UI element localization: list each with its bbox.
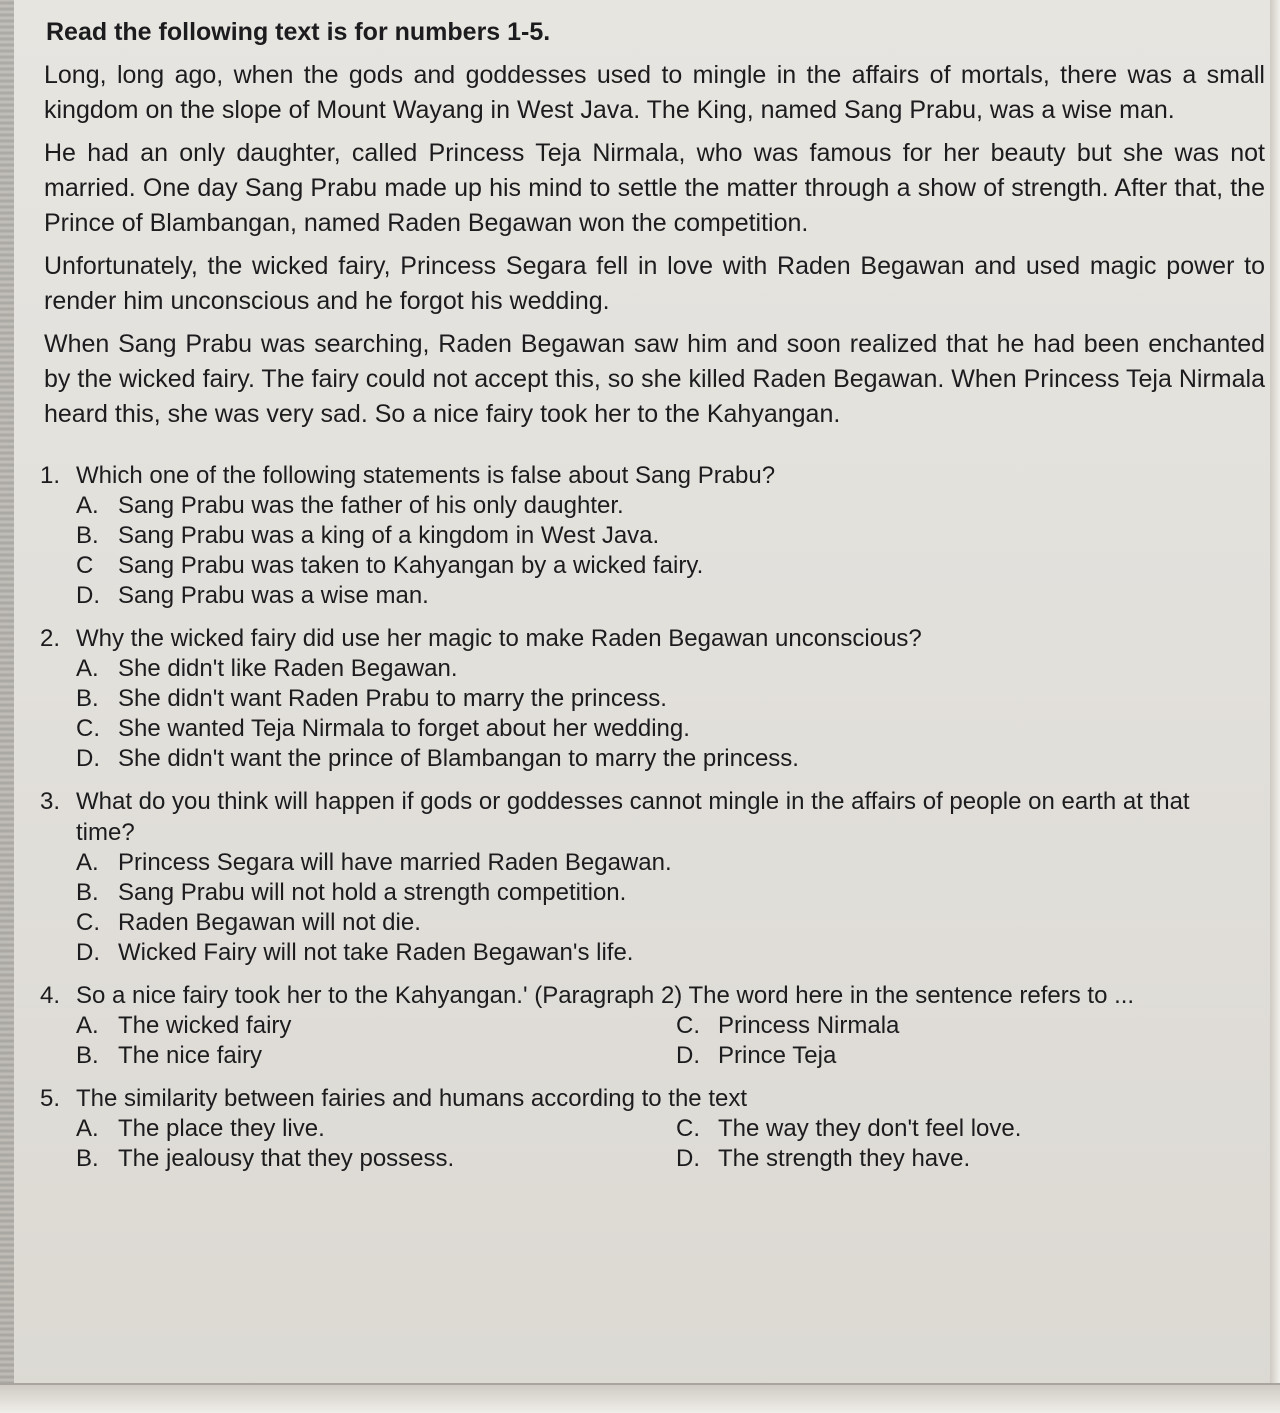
option-text: The wicked fairy — [118, 1012, 292, 1039]
question-4 — [40, 980, 1265, 1071]
option-text: The way they don't feel love. — [718, 1115, 1022, 1142]
option-text: The strength they have. — [718, 1145, 971, 1172]
page-binding-edge — [0, 0, 14, 1413]
option-letter: D. — [76, 939, 100, 966]
option-letter: C. — [676, 1115, 700, 1142]
option-d[interactable] — [76, 938, 1265, 968]
question-number: 1. — [40, 462, 61, 489]
option-text: Sang Prabu will not hold a strength competition. — [118, 879, 627, 906]
option-text: Sang Prabu was a king of a kingdom in West Java. — [118, 522, 660, 549]
option-letter: B. — [76, 879, 99, 906]
page-bottom-edge — [0, 1383, 1280, 1413]
passage-paragraph-4: When Sang Prabu was searching, Raden Begawan saw him and soon realized that he had been enchanted by the wicked fairy. The fairy could not accept this, so she killed Raden Begawan. When Princess Teja Nirmala heard this, she was very sad. So a nice fairy took her to the Kahyangan. — [44, 330, 1265, 428]
option-text: The nice fairy — [118, 1042, 263, 1069]
option-d[interactable] — [676, 1144, 1196, 1174]
option-text: She didn't want Raden Prabu to marry the princess. — [118, 685, 667, 712]
option-a[interactable] — [76, 848, 1265, 878]
option-letter: A. — [76, 1012, 99, 1039]
passage-paragraph-3: Unfortunately, the wicked fairy, Princess Segara fell in love with Raden Begawan and used magic power to render him unconscious and he forgot his wedding. — [44, 252, 1265, 315]
option-d[interactable] — [676, 1041, 1196, 1071]
option-b[interactable] — [76, 1041, 676, 1071]
option-text: Sang Prabu was taken to Kahyangan by a wicked fairy. — [118, 552, 704, 579]
option-c[interactable] — [676, 1011, 1196, 1041]
option-text: Princess Segara will have married Raden Begawan. — [118, 849, 672, 876]
question-2 — [40, 623, 1265, 774]
reading-instruction: Read the following text is for numbers 1-5. — [46, 18, 551, 46]
option-letter: D. — [676, 1145, 700, 1172]
option-a[interactable] — [76, 654, 1265, 684]
option-c[interactable] — [76, 908, 1265, 938]
option-letter: C. — [76, 715, 100, 742]
passage-paragraph-2: He had an only daughter, called Princess Teja Nirmala, who was famous for her beauty but she was not married. One day Sang Prabu made up his mind to settle the matter through a show of strength. After that, the Prince of Blambangan, named Raden Begawan won the competition. — [44, 139, 1265, 237]
option-letter: C — [76, 552, 94, 579]
option-letter: C. — [76, 909, 100, 936]
option-d[interactable] — [76, 581, 1265, 611]
option-text: The place they live. — [118, 1115, 325, 1142]
option-letter: B. — [76, 1042, 99, 1069]
question-number: 2. — [40, 625, 61, 652]
option-letter: B. — [76, 522, 99, 549]
option-text: She didn't like Raden Begawan. — [118, 655, 458, 682]
option-letter: C. — [676, 1012, 700, 1039]
option-letter: D. — [76, 582, 100, 609]
option-text: Raden Begawan will not die. — [118, 909, 421, 936]
question-number: 3. — [40, 788, 61, 815]
question-text: So a nice fairy took her to the Kahyangan.' (Paragraph 2) The word here in the sentence refers to ... — [76, 982, 1135, 1009]
option-a[interactable] — [76, 1114, 676, 1144]
question-text: What do you think will happen if gods or goddesses cannot mingle in the affairs of people on earth at that time? — [76, 788, 1190, 846]
option-a[interactable] — [76, 1011, 676, 1041]
option-c[interactable] — [76, 551, 1265, 581]
option-letter: A. — [76, 1115, 99, 1142]
option-d[interactable] — [76, 744, 1265, 774]
option-text: Prince Teja — [718, 1042, 837, 1069]
option-text: Wicked Fairy will not take Raden Begawan's life. — [118, 939, 634, 966]
option-text: She didn't want the prince of Blambangan to marry the princess. — [118, 745, 799, 772]
question-3 — [40, 786, 1265, 968]
question-list — [40, 460, 1265, 1174]
option-c[interactable] — [76, 714, 1265, 744]
question-text: Which one of the following statements is false about Sang Prabu? — [76, 462, 776, 489]
page-right-edge — [1270, 0, 1280, 1413]
option-b[interactable] — [76, 521, 1265, 551]
option-a[interactable] — [76, 491, 1265, 521]
option-b[interactable] — [76, 1144, 676, 1174]
reading-passage — [40, 58, 1265, 432]
passage-paragraph-1: Long, long ago, when the gods and goddesses used to mingle in the affairs of mortals, there was a small kingdom on the slope of Mount Wayang in West Java. The King, named Sang Prabu, was a wise man. — [44, 61, 1265, 124]
option-letter: D. — [676, 1042, 700, 1069]
question-5 — [40, 1083, 1265, 1174]
option-letter: A. — [76, 492, 99, 519]
option-text: Princess Nirmala — [718, 1012, 900, 1039]
option-text: Sang Prabu was a wise man. — [118, 582, 429, 609]
question-1 — [40, 460, 1265, 611]
option-letter: A. — [76, 849, 99, 876]
option-text: Sang Prabu was the father of his only daughter. — [118, 492, 624, 519]
option-letter: A. — [76, 655, 99, 682]
option-text: The jealousy that they possess. — [118, 1145, 455, 1172]
question-number: 4. — [40, 982, 61, 1009]
question-text: Why the wicked fairy did use her magic to make Raden Begawan unconscious? — [76, 625, 922, 652]
option-c[interactable] — [676, 1114, 1196, 1144]
option-b[interactable] — [76, 684, 1265, 714]
worksheet-content — [40, 16, 1265, 1186]
option-letter: B. — [76, 685, 99, 712]
question-number: 5. — [40, 1085, 61, 1112]
option-letter: D. — [76, 745, 100, 772]
question-text: The similarity between fairies and humans according to the text — [76, 1085, 748, 1112]
option-letter: B. — [76, 1145, 99, 1172]
option-text: She wanted Teja Nirmala to forget about her wedding. — [118, 715, 690, 742]
option-b[interactable] — [76, 878, 1265, 908]
